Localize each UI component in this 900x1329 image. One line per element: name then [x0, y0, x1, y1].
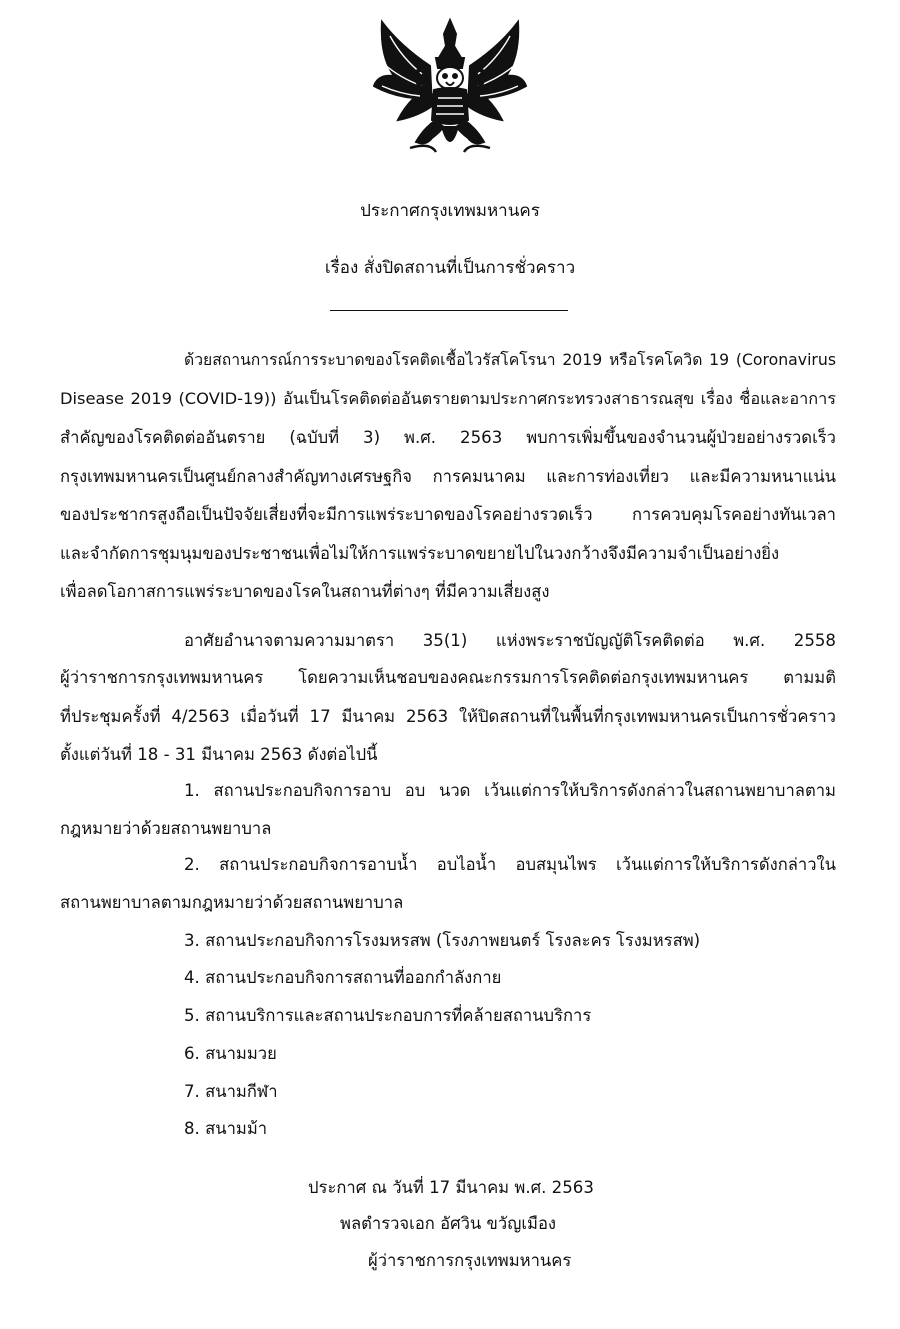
paragraph-1-line: ด้วยสถานการณ์การระบาดของโรคติดเชื้อไวรัสโคโรนา 2019 หรือโรคโควิด 19 (Coronavirus: [184, 350, 836, 369]
paragraph-1-line: เพื่อลดโอกาสการแพร่ระบาดของโรคในสถานที่ต่างๆ ที่มีความเสี่ยงสูง: [60, 582, 550, 601]
paragraph-2-line: ที่ประชุมครั้งที่ 4/2563 เมื่อวันที่ 17 มีนาคม 2563 ให้ปิดสถานที่ในพื้นที่กรุงเทพมหานครเป็นการชั่วคราว: [60, 707, 836, 726]
signatory-name: พลตำรวจเอก อัศวิน ขวัญเมือง: [340, 1214, 557, 1233]
list-item-continuation: กฎหมายว่าด้วยสถานพยาบาล: [60, 819, 272, 838]
paragraph-1-line: และจำกัดการชุมนุมของประชาชนเพื่อไม่ให้การแพร่ระบาดขยายไปในวงกว้างจึงมีความจำเป็นอย่างยิ่ง: [60, 544, 780, 563]
announcement-title: ประกาศกรุงเทพมหานคร: [360, 201, 540, 221]
list-item: 7. สนามกีฬา: [184, 1082, 278, 1101]
signatory-position: ผู้ว่าราชการกรุงเทพมหานคร: [368, 1251, 572, 1270]
paragraph-1-line: สำคัญของโรคติดต่ออันตราย (ฉบับที่ 3) พ.ศ. 2563 พบการเพิ่มขึ้นของจำนวนผู้ป่วยอย่างรวดเร็ว: [60, 428, 836, 447]
paragraph-2-line: ผู้ว่าราชการกรุงเทพมหานคร โดยความเห็นชอบของคณะกรรมการโรคติดต่อกรุงเทพมหานคร ตามมติ: [60, 668, 836, 687]
list-item: 6. สนามมวย: [184, 1044, 277, 1063]
paragraph-1-line: ของประชากรสูงถือเป็นปัจจัยเสี่ยงที่จะมีการแพร่ระบาดของโรคอย่างรวดเร็ว การควบคุมโรคอย่างทันเวลา: [60, 505, 836, 524]
list-item: 1. สถานประกอบกิจการอาบ อบ นวด เว้นแต่การให้บริการดังกล่าวในสถานพยาบาลตาม: [184, 781, 836, 800]
list-item: 4. สถานประกอบกิจการสถานที่ออกกำลังกาย: [184, 968, 502, 987]
list-item: 5. สถานบริการและสถานประกอบการที่คล้ายสถานบริการ: [184, 1006, 592, 1025]
paragraph-1-line: Disease 2019 (COVID-19)) อันเป็นโรคติดต่ออันตรายตามประกาศกระทรวงสาธารณสุข เรื่อง ชื่อและอาการ: [60, 389, 836, 408]
list-item: 2. สถานประกอบกิจการอาบน้ำ อบไอน้ำ อบสมุนไพร เว้นแต่การให้บริการดังกล่าวใน: [184, 855, 836, 874]
list-item: 8. สนามม้า: [184, 1119, 268, 1138]
announcement-date: ประกาศ ณ วันที่ 17 มีนาคม พ.ศ. 2563: [308, 1178, 594, 1197]
paragraph-2-line: ตั้งแต่วันที่ 18 - 31 มีนาคม 2563 ดังต่อไปนี้: [60, 745, 378, 764]
paragraph-1-line: กรุงเทพมหานครเป็นศูนย์กลางสำคัญทางเศรษฐกิจ การคมนาคม และการท่องเที่ยว และมีความหนาแน่น: [60, 467, 836, 486]
announcement-subject: เรื่อง สั่งปิดสถานที่เป็นการชั่วคราว: [324, 258, 576, 278]
title-divider: [330, 310, 568, 311]
garuda-emblem-icon: [370, 16, 530, 162]
list-item-continuation: สถานพยาบาลตามกฎหมายว่าด้วยสถานพยาบาล: [60, 893, 404, 912]
list-item: 3. สถานประกอบกิจการโรงมหรสพ (โรงภาพยนตร์ โรงละคร โรงมหรสพ): [184, 931, 701, 950]
paragraph-2-line: อาศัยอำนาจตามความมาตรา 35(1) แห่งพระราชบัญญัติโรคติดต่อ พ.ศ. 2558: [184, 631, 836, 650]
